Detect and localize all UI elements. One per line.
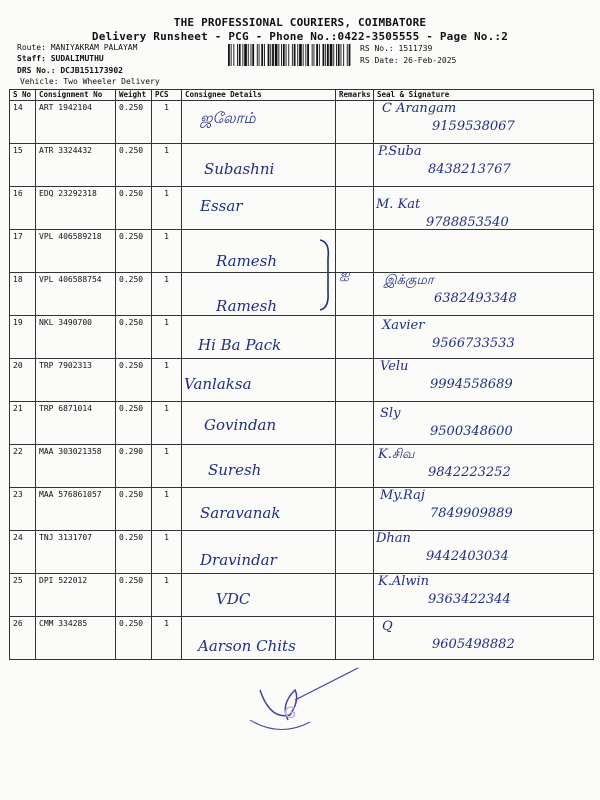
sno-cell: 26: [10, 617, 36, 660]
signature-phone: 9442403034: [426, 549, 509, 564]
weight-cell: 0.250: [116, 531, 152, 574]
signature-cell: [374, 273, 594, 316]
route-line: [17, 43, 137, 52]
consignee-cell: [182, 187, 336, 230]
consignee-cell: [182, 101, 336, 144]
drs-value: DCJB151173902: [60, 66, 123, 75]
pcs-cell: 1: [152, 230, 182, 273]
sno-cell: 20: [10, 359, 36, 402]
table-row: [10, 531, 594, 574]
remarks-cell: [336, 316, 374, 359]
rs-no-value: 1511739: [398, 44, 433, 53]
weight-cell: 0.250: [116, 359, 152, 402]
signature-handwriting: My.Raj: [380, 488, 425, 503]
col-consignment: Consignment No: [36, 90, 116, 101]
consignment-cell: TNJ 3131707: [36, 531, 116, 574]
remarks-cell: [336, 144, 374, 187]
vehicle-value: Two Wheeler Delivery: [63, 77, 160, 86]
sno-cell: 21: [10, 402, 36, 445]
staff-value: SUDALIMUTHU: [50, 54, 104, 63]
stamp-text: G: [284, 703, 297, 722]
remarks-cell: [336, 402, 374, 445]
signature-cell: [374, 488, 594, 531]
remarks-cell: [336, 187, 374, 230]
weight-cell: 0.250: [116, 617, 152, 660]
remarks-cell: [336, 101, 374, 144]
signature-phone: 9788853540: [426, 215, 509, 230]
signature-cell: [374, 574, 594, 617]
runsheet-table: [9, 89, 594, 660]
table-row: [10, 359, 594, 402]
signature-cell: [374, 359, 594, 402]
table-header-row: [10, 90, 594, 101]
staff-line: [17, 54, 104, 63]
consignment-cell: ART 1942104: [36, 101, 116, 144]
runsheet-title: Delivery Runsheet - PCG - Phone No.:0422-3505555 - Page No.:2: [91, 30, 509, 43]
sno-cell: 14: [10, 101, 36, 144]
consignee-cell: [182, 316, 336, 359]
pcs-cell: 1: [152, 488, 182, 531]
weight-cell: 0.290: [116, 445, 152, 488]
remarks-cell: [336, 359, 374, 402]
sno-cell: 19: [10, 316, 36, 359]
signature-handwriting: Q: [382, 619, 393, 634]
table-row: [10, 402, 594, 445]
consignment-cell: NKL 3490700: [36, 316, 116, 359]
consignment-cell: DPI 522012: [36, 574, 116, 617]
signature-cell: [374, 402, 594, 445]
vehicle-line: [20, 77, 160, 86]
consignee-handwriting: Suresh: [208, 461, 262, 479]
sno-cell: 16: [10, 187, 36, 230]
sno-cell: 23: [10, 488, 36, 531]
consignment-cell: EDQ 23292318: [36, 187, 116, 230]
rs-date-line: [360, 56, 456, 65]
signature-handwriting: Dhan: [376, 531, 411, 546]
weight-cell: 0.250: [116, 574, 152, 617]
pcs-cell: 1: [152, 445, 182, 488]
table-row: [10, 574, 594, 617]
vehicle-label: Vehicle:: [20, 77, 59, 86]
signature-handwriting: M. Kat: [376, 197, 421, 212]
consignee-cell: [182, 402, 336, 445]
stamp-scribble: [240, 660, 360, 740]
weight-cell: 0.250: [116, 101, 152, 144]
sno-cell: 18: [10, 273, 36, 316]
consignee-handwriting: Dravindar: [200, 551, 277, 569]
rs-date-value: 26-Feb-2025: [403, 56, 457, 65]
consignee-handwriting: Essar: [200, 197, 243, 215]
consignee-cell: [182, 359, 336, 402]
table-row: [10, 488, 594, 531]
signature-cell: [374, 617, 594, 660]
signature-cell: [374, 445, 594, 488]
sno-cell: 25: [10, 574, 36, 617]
remarks-cell: [336, 574, 374, 617]
signature-handwriting: P.Suba: [378, 144, 422, 159]
company-title: THE PROFESSIONAL COURIERS, COIMBATORE: [173, 16, 427, 29]
signature-phone: 6382493348: [434, 291, 517, 306]
pcs-cell: 1: [152, 531, 182, 574]
table-row: [10, 445, 594, 488]
pcs-cell: 1: [152, 574, 182, 617]
col-consignee: Consignee Details: [182, 90, 336, 101]
signature-handwriting: K.சிவ: [378, 447, 415, 462]
consignee-handwriting: Hi Ba Pack: [198, 336, 282, 354]
barcode: [228, 44, 352, 66]
consignee-handwriting: Govindan: [204, 416, 277, 434]
pcs-cell: 1: [152, 617, 182, 660]
consignee-handwriting: Vanlaksa: [184, 375, 252, 393]
signature-handwriting: Xavier: [382, 318, 425, 333]
pcs-cell: 1: [152, 273, 182, 316]
signature-handwriting: இக்குமா: [384, 273, 434, 288]
consignee-cell: [182, 273, 336, 316]
sno-cell: 17: [10, 230, 36, 273]
table-row: [10, 187, 594, 230]
remarks-cell: [336, 488, 374, 531]
rs-date-label: RS Date:: [360, 56, 399, 65]
consignee-cell: [182, 230, 336, 273]
col-weight: Weight: [116, 90, 152, 101]
signature-phone: 9842223252: [428, 465, 511, 480]
signature-cell: [374, 187, 594, 230]
bracket-mark: [318, 238, 332, 312]
signature-phone: 9605498882: [432, 637, 515, 652]
table-row: [10, 144, 594, 187]
rs-no-line: [360, 44, 432, 53]
weight-cell: 0.250: [116, 316, 152, 359]
consignee-handwriting: Aarson Chits: [198, 637, 296, 655]
signature-phone: 9566733533: [432, 336, 515, 351]
consignment-cell: CMM 334285: [36, 617, 116, 660]
signature-cell: [374, 230, 594, 273]
consignee-handwriting: Ramesh: [216, 252, 278, 270]
weight-cell: 0.250: [116, 144, 152, 187]
consignee-cell: [182, 617, 336, 660]
route-label: Route:: [17, 43, 46, 52]
table-row: [10, 101, 594, 144]
col-sno: S No: [10, 90, 36, 101]
signature-handwriting: Velu: [380, 359, 409, 374]
signature-phone: 9500348600: [430, 424, 513, 439]
signature-cell: [374, 316, 594, 359]
remarks-cell: [336, 445, 374, 488]
signature-handwriting: C Arangam: [382, 101, 457, 116]
consignee-handwriting: Saravanak: [200, 504, 281, 522]
pcs-cell: 1: [152, 359, 182, 402]
sno-cell: 22: [10, 445, 36, 488]
consignment-cell: TRP 7902313: [36, 359, 116, 402]
signature-handwriting: K.Alwin: [378, 574, 430, 589]
signature-cell: [374, 144, 594, 187]
signature-phone: 9994558689: [430, 377, 513, 392]
consignee-cell: [182, 531, 336, 574]
consignee-cell: [182, 574, 336, 617]
pcs-cell: 1: [152, 316, 182, 359]
table-row: [10, 617, 594, 660]
signature-phone: 7849909889: [430, 506, 513, 521]
signature-handwriting: Sly: [380, 406, 401, 421]
route-value: MANIYAKRAM PALAYAM: [50, 43, 138, 52]
weight-cell: 0.250: [116, 402, 152, 445]
signature-cell: [374, 531, 594, 574]
table-row: [10, 316, 594, 359]
weight-cell: 0.250: [116, 230, 152, 273]
consignee-handwriting: ஜலோம்: [200, 109, 256, 127]
weight-cell: 0.250: [116, 273, 152, 316]
pcs-cell: 1: [152, 101, 182, 144]
consignee-cell: [182, 488, 336, 531]
pcs-cell: 1: [152, 402, 182, 445]
sno-cell: 15: [10, 144, 36, 187]
drs-line: [17, 66, 123, 75]
sno-cell: 24: [10, 531, 36, 574]
pcs-cell: 1: [152, 144, 182, 187]
drs-label: DRS No.:: [17, 66, 56, 75]
table-row: [10, 230, 594, 273]
consignment-cell: TRP 6871014: [36, 402, 116, 445]
signature-cell: [374, 101, 594, 144]
consignment-cell: MAA 303021358: [36, 445, 116, 488]
remark-mark: ஐ: [340, 267, 350, 281]
remarks-cell: [336, 531, 374, 574]
consignment-cell: MAA 576861057: [36, 488, 116, 531]
consignment-cell: ATR 3324432: [36, 144, 116, 187]
signature-phone: 9363422344: [428, 592, 511, 607]
consignee-handwriting: Ramesh: [216, 297, 278, 315]
col-pcs: PCS: [152, 90, 182, 101]
table-row: [10, 273, 594, 316]
consignee-cell: [182, 144, 336, 187]
signature-phone: 8438213767: [428, 162, 511, 177]
remarks-cell: [336, 617, 374, 660]
consignment-cell: VPL 406589218: [36, 230, 116, 273]
staff-label: Staff:: [17, 54, 46, 63]
consignment-cell: VPL 406588754: [36, 273, 116, 316]
weight-cell: 0.250: [116, 488, 152, 531]
consignee-handwriting: Subashni: [204, 160, 275, 178]
pcs-cell: 1: [152, 187, 182, 230]
consignee-cell: [182, 445, 336, 488]
consignee-handwriting: VDC: [216, 590, 251, 608]
rs-no-label: RS No.:: [360, 44, 394, 53]
col-seal: Seal & Signature: [374, 90, 594, 101]
col-remarks: Remarks: [336, 90, 374, 101]
signature-phone: 9159538067: [432, 119, 515, 134]
weight-cell: 0.250: [116, 187, 152, 230]
